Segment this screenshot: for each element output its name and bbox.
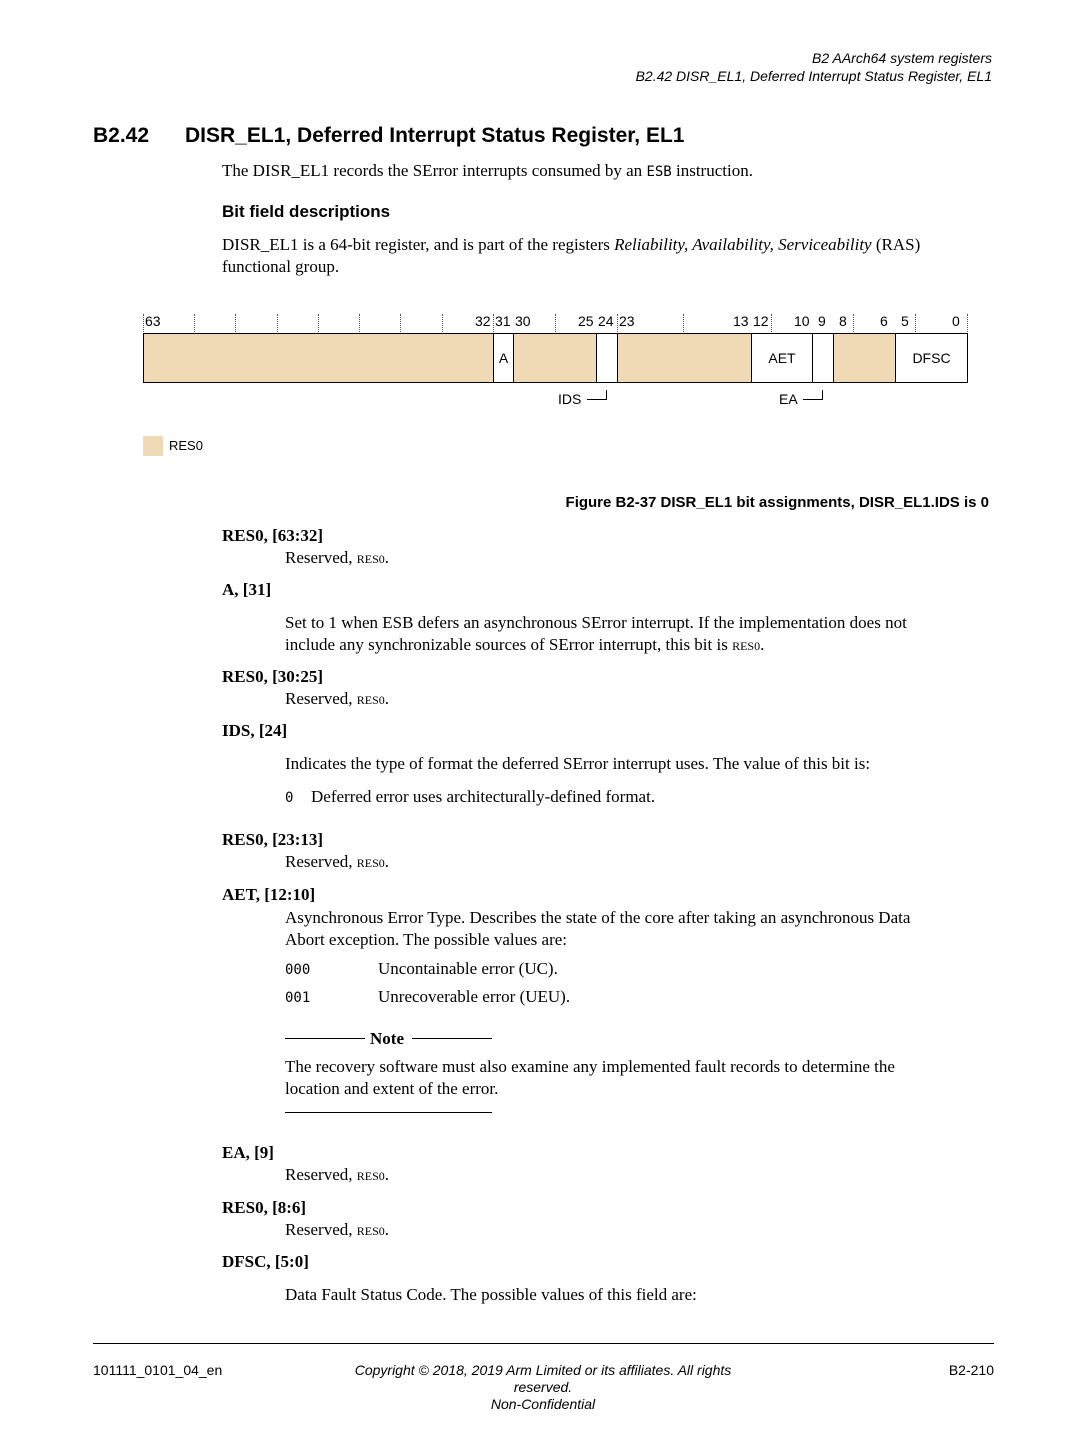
field-title: RES0, [30:25]: [222, 667, 324, 686]
field-res0-63-32: [143, 333, 494, 383]
value-code: 001: [285, 990, 311, 1006]
section-title: DISR_EL1, Deferred Interrupt Status Register, EL1: [185, 124, 685, 147]
bit-label: 6: [880, 313, 888, 329]
field-res0-8-6: [833, 333, 896, 383]
note-label: Note: [370, 1029, 404, 1048]
field-desc: Reserved, RES0.: [285, 1165, 390, 1184]
ea-callout: EA: [779, 391, 798, 407]
bit-label: 24: [598, 313, 614, 329]
field-title: A, [31]: [222, 580, 272, 599]
field-ea: [812, 333, 834, 383]
bit-label: 10: [794, 313, 810, 329]
field-desc: Reserved, RES0.: [285, 548, 390, 567]
bit-label: 8: [839, 313, 847, 329]
page-number: B2-210: [948, 1362, 994, 1378]
bit-label: 0: [952, 313, 960, 329]
bit-label: 25: [578, 313, 594, 329]
section-number: B2.42: [93, 124, 150, 147]
field-title: RES0, [63:32]: [222, 526, 324, 545]
value-code: 0: [285, 790, 294, 806]
field-title: RES0, [8:6]: [222, 1198, 307, 1217]
field-desc: Indicates the type of format the deferred SError interrupt uses. The value of this bit is:: [285, 754, 871, 773]
field-desc: Reserved, RES0.: [285, 1220, 390, 1239]
register-description: DISR_EL1 is a 64-bit register, and is part of the registers Reliability, Availability, Serviceability (RAS) functional group.: [222, 235, 921, 276]
value-code: 000: [285, 962, 311, 978]
field-a: A: [493, 333, 514, 383]
field-title: IDS, [24]: [222, 721, 288, 740]
note-text: The recovery software must also examine any implemented fault records to determine the location and extent of the error.: [285, 1057, 895, 1098]
field-desc: Set to 1 when ESB defers an asynchronous SError interrupt. If the implementation does not include any synchronizable sources of SError interrupt, this bit is RES0.: [285, 613, 907, 654]
legend-label: RES0: [169, 438, 203, 453]
bit-label: 5: [901, 313, 909, 329]
intro-paragraph: The DISR_EL1 records the SError interrupts consumed by an ESB instruction.: [222, 161, 753, 180]
subheading: Bit field descriptions: [222, 202, 391, 221]
value-desc: Deferred error uses architecturally-defined format.: [311, 787, 656, 806]
field-ids: [596, 333, 618, 383]
figure-caption: Figure B2-37 DISR_EL1 bit assignments, DISR_EL1.IDS is 0: [565, 494, 989, 511]
field-title: DFSC, [5:0]: [222, 1252, 309, 1271]
bit-label: 63: [145, 313, 161, 329]
field-title: AET, [12:10]: [222, 885, 316, 904]
field-desc: Data Fault Status Code. The possible values of this field are:: [285, 1285, 697, 1304]
running-header-section: B2.42 DISR_EL1, Deferred Interrupt Status Register, EL1: [635, 68, 992, 84]
bit-label: 30: [515, 313, 531, 329]
bit-label: 23: [619, 313, 635, 329]
bit-label: 9: [818, 313, 826, 329]
running-header-chapter: B2 AArch64 system registers: [812, 50, 992, 66]
bit-label: 31: [495, 313, 511, 329]
field-res0-23-13: [617, 333, 752, 383]
bit-label: 32: [475, 313, 491, 329]
field-dfsc: DFSC: [895, 333, 968, 383]
ids-callout: IDS: [558, 391, 582, 407]
value-desc: Uncontainable error (UC).: [378, 959, 558, 978]
bit-label: 13: [733, 313, 749, 329]
field-desc: Asynchronous Error Type. Describes the state of the core after taking an asynchronous Data Abort exception. The possible values are:: [285, 908, 911, 949]
field-aet: AET: [751, 333, 813, 383]
footer-rule: [93, 1343, 994, 1344]
bit-label: 12: [753, 313, 769, 329]
field-title: RES0, [23:13]: [222, 830, 324, 849]
field-desc: Reserved, RES0.: [285, 689, 390, 708]
value-desc: Unrecoverable error (UEU).: [378, 987, 571, 1006]
legend-swatch: [143, 436, 163, 456]
field-title: EA, [9]: [222, 1143, 274, 1162]
field-res0-30-25: [513, 333, 597, 383]
doc-id: 101111_0101_04_en: [93, 1362, 223, 1378]
copyright: Copyright © 2018, 2019 Arm Limited or its affiliates. All rights reserved. Non-Confidential: [354, 1362, 732, 1412]
field-desc: Reserved, RES0.: [285, 852, 390, 871]
